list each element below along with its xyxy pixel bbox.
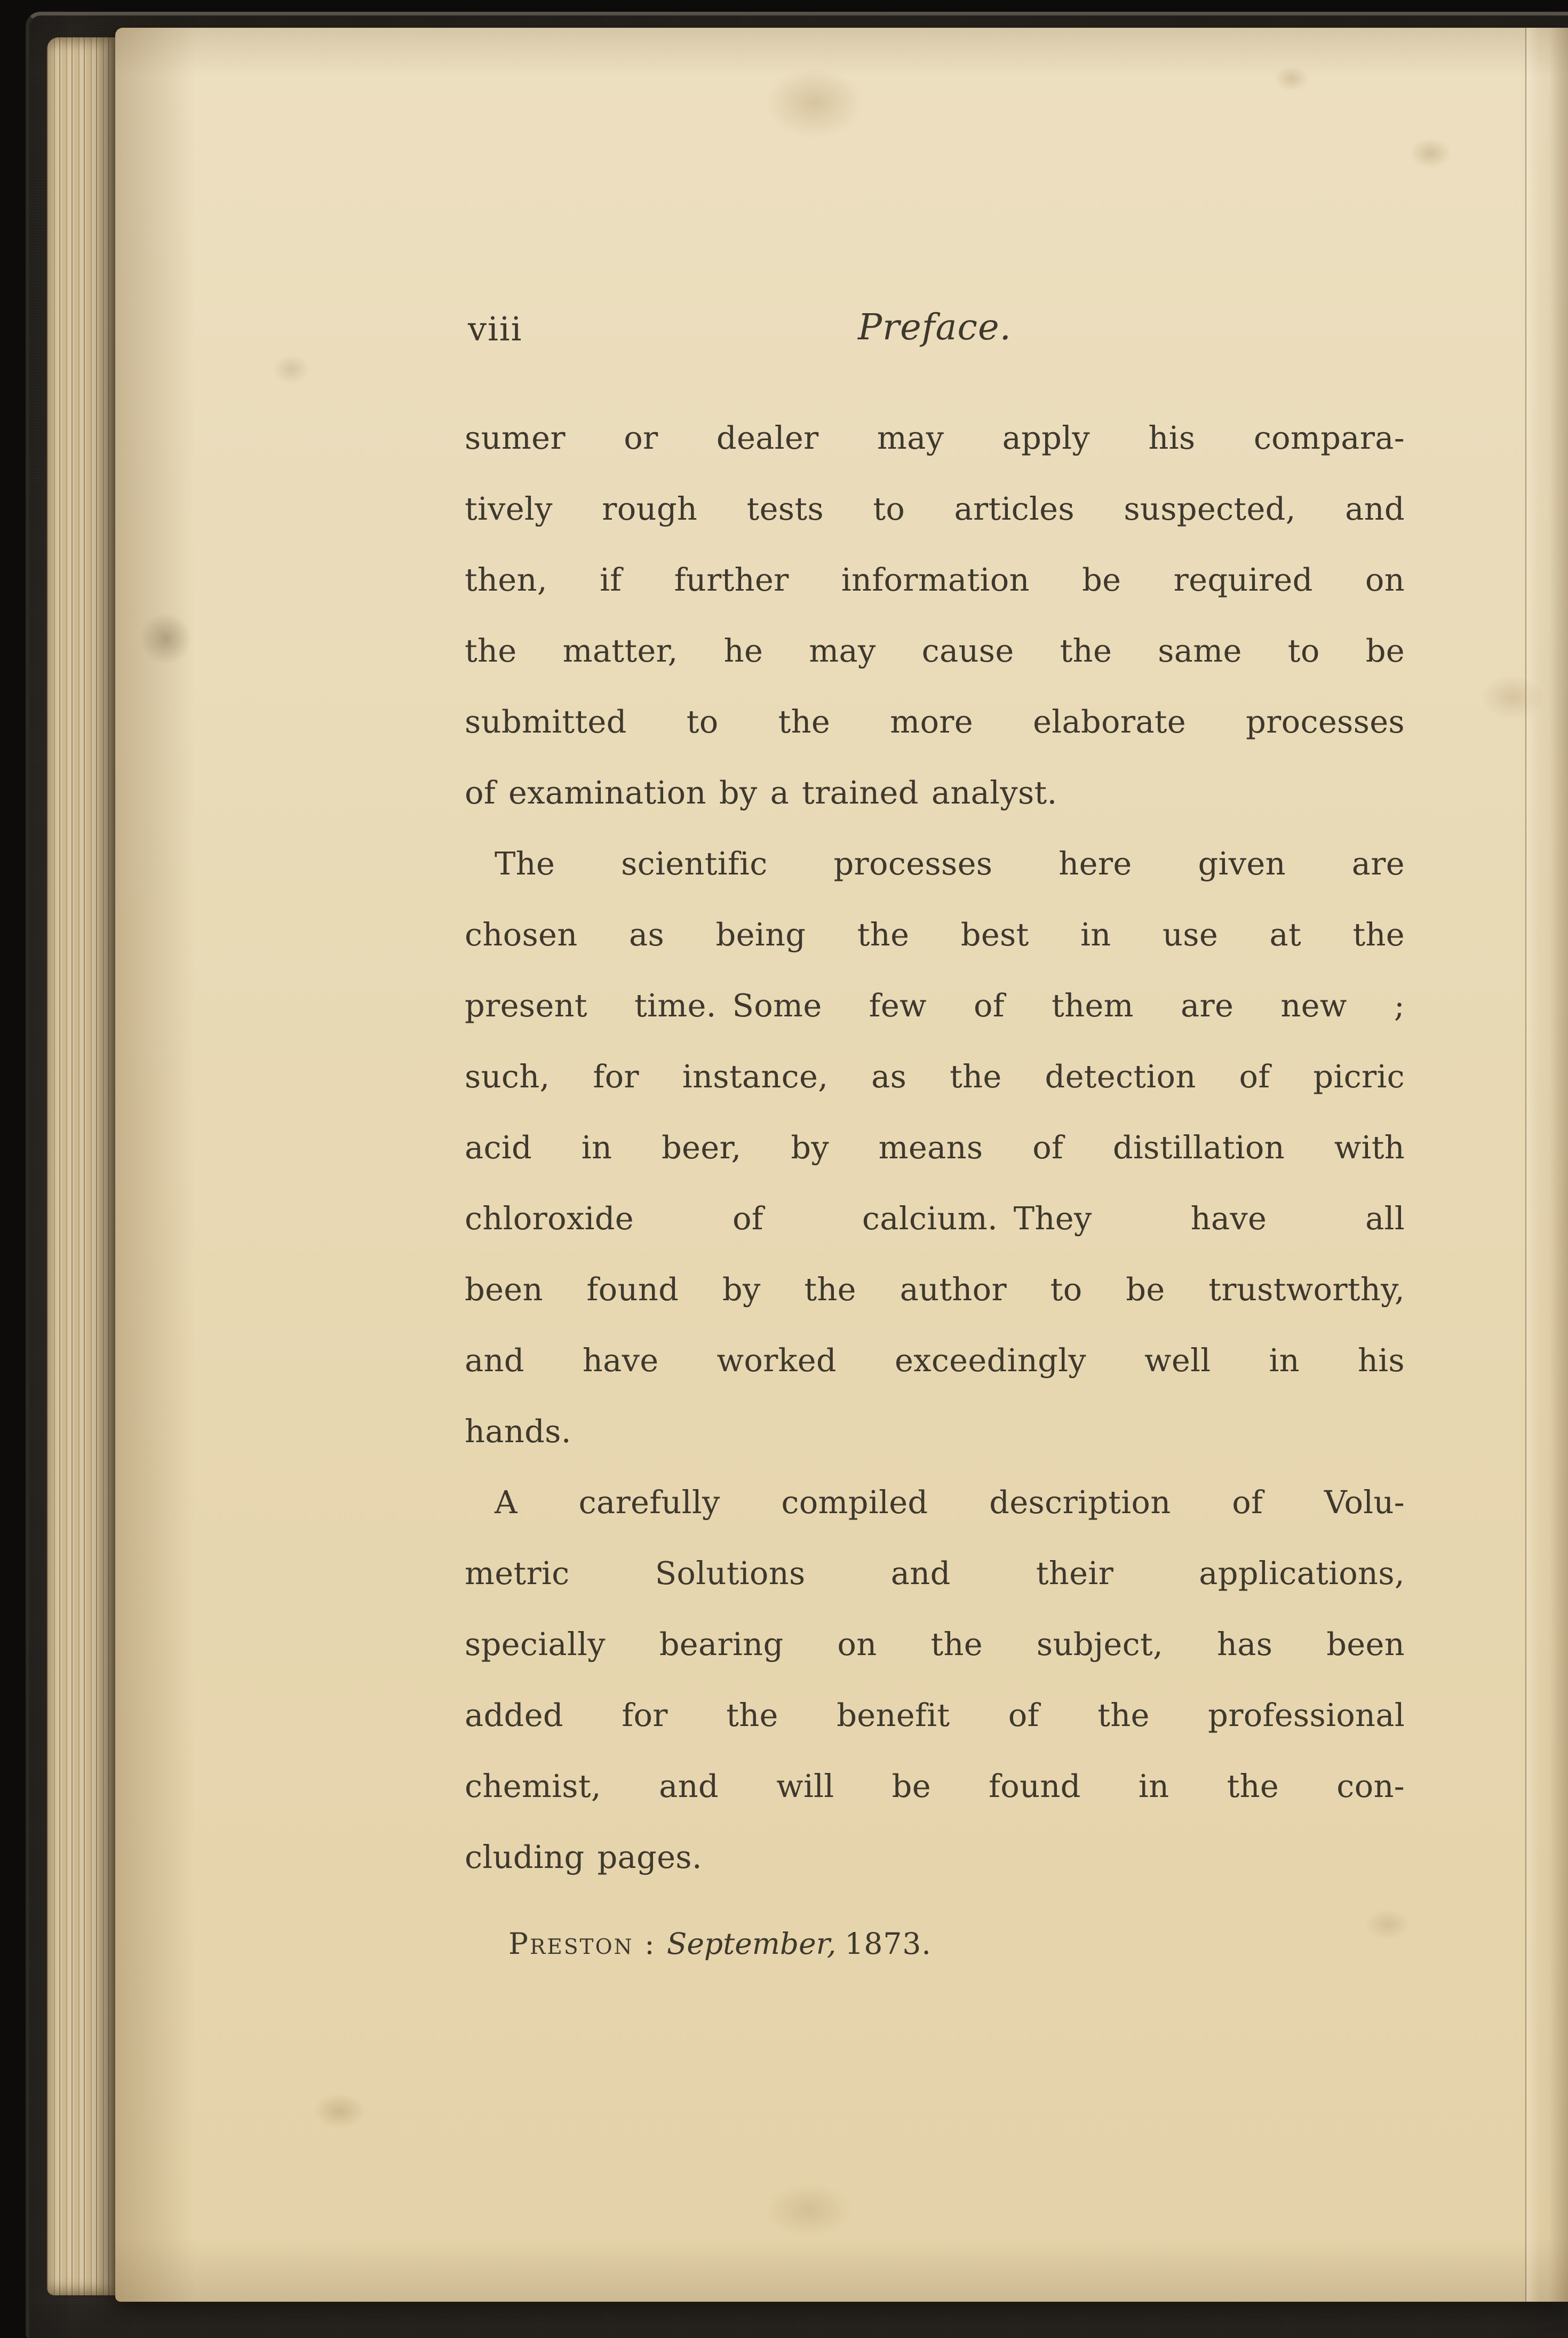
text-line: acid in beer, by means of distillation with [465,1129,1405,1166]
footer-date-month: September, [666,1927,837,1961]
page-title: Preface. [858,306,1012,348]
text-line: specially bearing on the subject, has been [465,1626,1405,1663]
paragraph [465,402,1405,828]
text-line: A carefully compiled description of Volu- [495,1484,1405,1521]
text-line: then, if further information be required on [465,561,1405,598]
page-content [465,28,1405,2302]
text-line: The scientific processes here given are [495,845,1405,882]
text-line: chosen as being the best in use at the [465,916,1405,953]
footer-date-year: 1873. [845,1927,932,1961]
text-line: hands. [465,1413,571,1450]
paragraph [465,828,1405,1467]
text-line: tively rough tests to articles suspected, and [465,490,1405,527]
stacked-page-edges [47,37,124,2295]
text-line: metric Solutions and their applications, [465,1555,1405,1592]
text-line: present time. Some few of them are new ; [465,987,1405,1024]
text-line: cluding pages. [465,1839,702,1875]
page-number: viii [468,309,523,348]
page-fore-edge [1525,28,1568,2302]
page-footer [465,1927,1405,1961]
text-line: chloroxide of calcium. They have all [465,1200,1405,1237]
text-line: submitted to the more elaborate processes [465,703,1405,740]
page-header [465,306,1405,365]
book-page [115,28,1568,2302]
text-line: and have worked exceedingly well in his [465,1342,1405,1379]
paragraph [465,1467,1405,1892]
text-line: chemist, and will be found in the con- [465,1768,1405,1804]
body-text [465,402,1405,1961]
text-line: been found by the author to be trustworthy, [465,1271,1405,1308]
text-line: sumer or dealer may apply his compara- [465,419,1405,456]
text-line: of examination by a trained analyst. [465,774,1057,811]
text-line: such, for instance, as the detection of picric [465,1058,1405,1095]
text-line: added for the benefit of the professional [465,1697,1405,1733]
footer-place: Preston : [508,1927,656,1961]
text-line: the matter, he may cause the same to be [465,632,1405,669]
